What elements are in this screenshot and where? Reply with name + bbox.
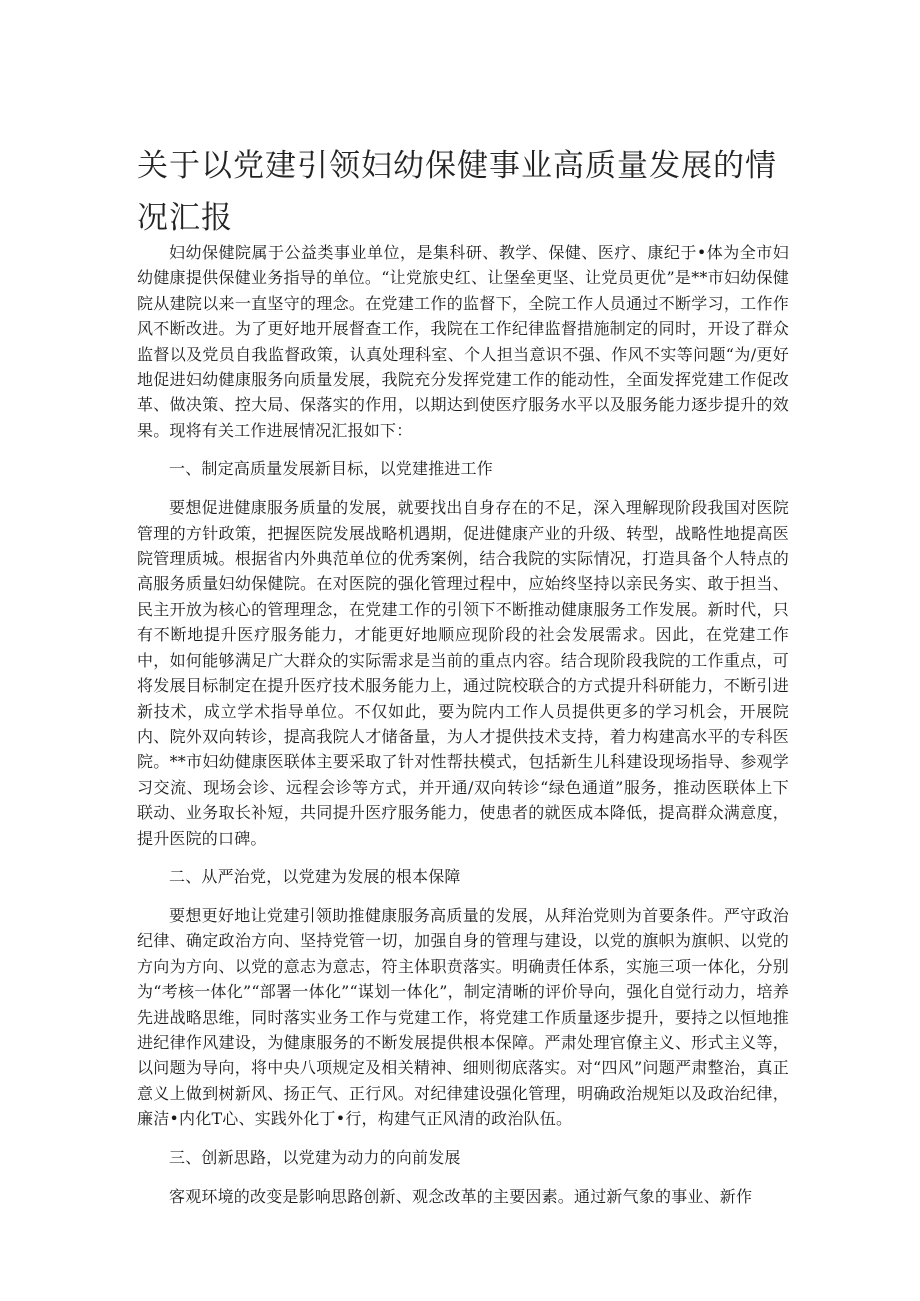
section-heading-1: 一、制定高质量发展新目标，以党建推进工作 [169,459,494,479]
document-body [137,240,789,1209]
section-paragraph-3: 客观环境的改变是影响思路创新、观念改革的主要因素。通过新气象的事业、新作 [169,1186,753,1206]
section-paragraph-2: 要想更好地让党建引领助推健康服务高质量的发展，从拜治党则为首要条件。严守政治纪律、确定政治方向、坚持党管一切，加强自身的管理与建设，以党的旗帜为旗帜、以党的方向为方向、以党的意志为意志，符主体职贲落实。明确责任体系，实施三项一体化，分别为“考核一体化”“部署一体化”“谋划一体化”，制定清晰的评价导向，强化自觉行动力，培养先进战略思维，同时落实业务工作与党建工作，将党建工作质量逐步提升，要持之以恒地推进纪律作风建设，为健康服务的不断发展提供根本保障。严肃处理官僚主义、形式主义等，以问题为导向，将中央八项规定及相关精神、细则彻底落实。对“四风”问题严肃整治，真正意义上做到树新风、扬正气、正行风。对纪律建设强化管理，明确政治规矩以及政治纪律，廉洁•内化T心、实践外化丁•行，构建气正风清的政治队伍。 [137,905,789,1129]
section-heading-3: 三、创新思路，以党建为动力的向前发展 [169,1147,461,1167]
document-title: 关于以党建引领妇幼保健事业高质量发展的情况汇报 [137,148,777,236]
section-heading-2: 二、从严治党，以党建为发展的根本保障 [169,866,461,886]
intro-paragraph: 妇幼保健院属于公益类事业单位，是集科研、教学、保健、医疗、康纪于•体为全市妇幼健康提供保健业务指导的单位。“让党旅史红、让堡垒更坚、让党员更优”是**市妇幼保健院从建院以来一直坚守的理念。在党建工作的监督下，全院工作人员通过不断学习，工作作风不断改进。为了更好地开展督查工作，我院在工作纪律监督措施制定的同时，开设了群众监督以及党员自我监督政策，认真处理科室、个人担当意识不强、作风不实等问题“为/更好地促进妇幼健康服务向质量发展，我院充分发挥党建工作的能动性，全面发挥党建工作促改革、做决策、控大局、保落实的作用，以期达到使医疗服务水平以及服务能力逐步提升的效果。现将有关工作进展情况汇报如下： [137,243,789,440]
section-paragraph-1: 要想促进健康服务质量的发展，就要找出自身存在的不足，深入理解现阶段我国对医院管理的方针政策，把握医院发展战略机遇期，促进健康产业的升级、转型，战略性地提高医院管理质城。根据省内外典范单位的优秀案例，结合我院的实际情况，打造具备个人特点的高服务质量妇幼保健院。在对医院的强化管理过程中，应始终坚持以亲民务实、敢于担当、民主开放为核心的管理理念，在党建工作的引领下不断推动健康服务工作发展。新时代，只有不断地提升医疗服务能力，才能更好地顺应现阶段的社会发展需求。因此，在党建工作中，如何能够满足广大群众的实际需求是当前的重点内容。结合现阶段我院的工作重点，可将发展目标制定在提升医疗技术服务能力上，通过院校联合的方式提升科研能力，不断引进新技术，成立学术指导单位。不仅如此，要为院内工作人员提供更多的学习机会，开展院内、院外双向转诊，提高我院人才储备量，为人才提供技术支持，着力构建高水平的专科医院。**市妇幼健康医联体主要采取了针对性帮扶模式，包括新生儿科建设现场指导、参观学习交流、现场会诊、远程会诊等方式，并开通/双向转诊“绿色通道”服务，推动医联体上下联动、业务取长补短，共同提升医疗服务能力，使患者的就医成本降低，提高群众满意度，提升医院的口碑。 [137,498,789,848]
